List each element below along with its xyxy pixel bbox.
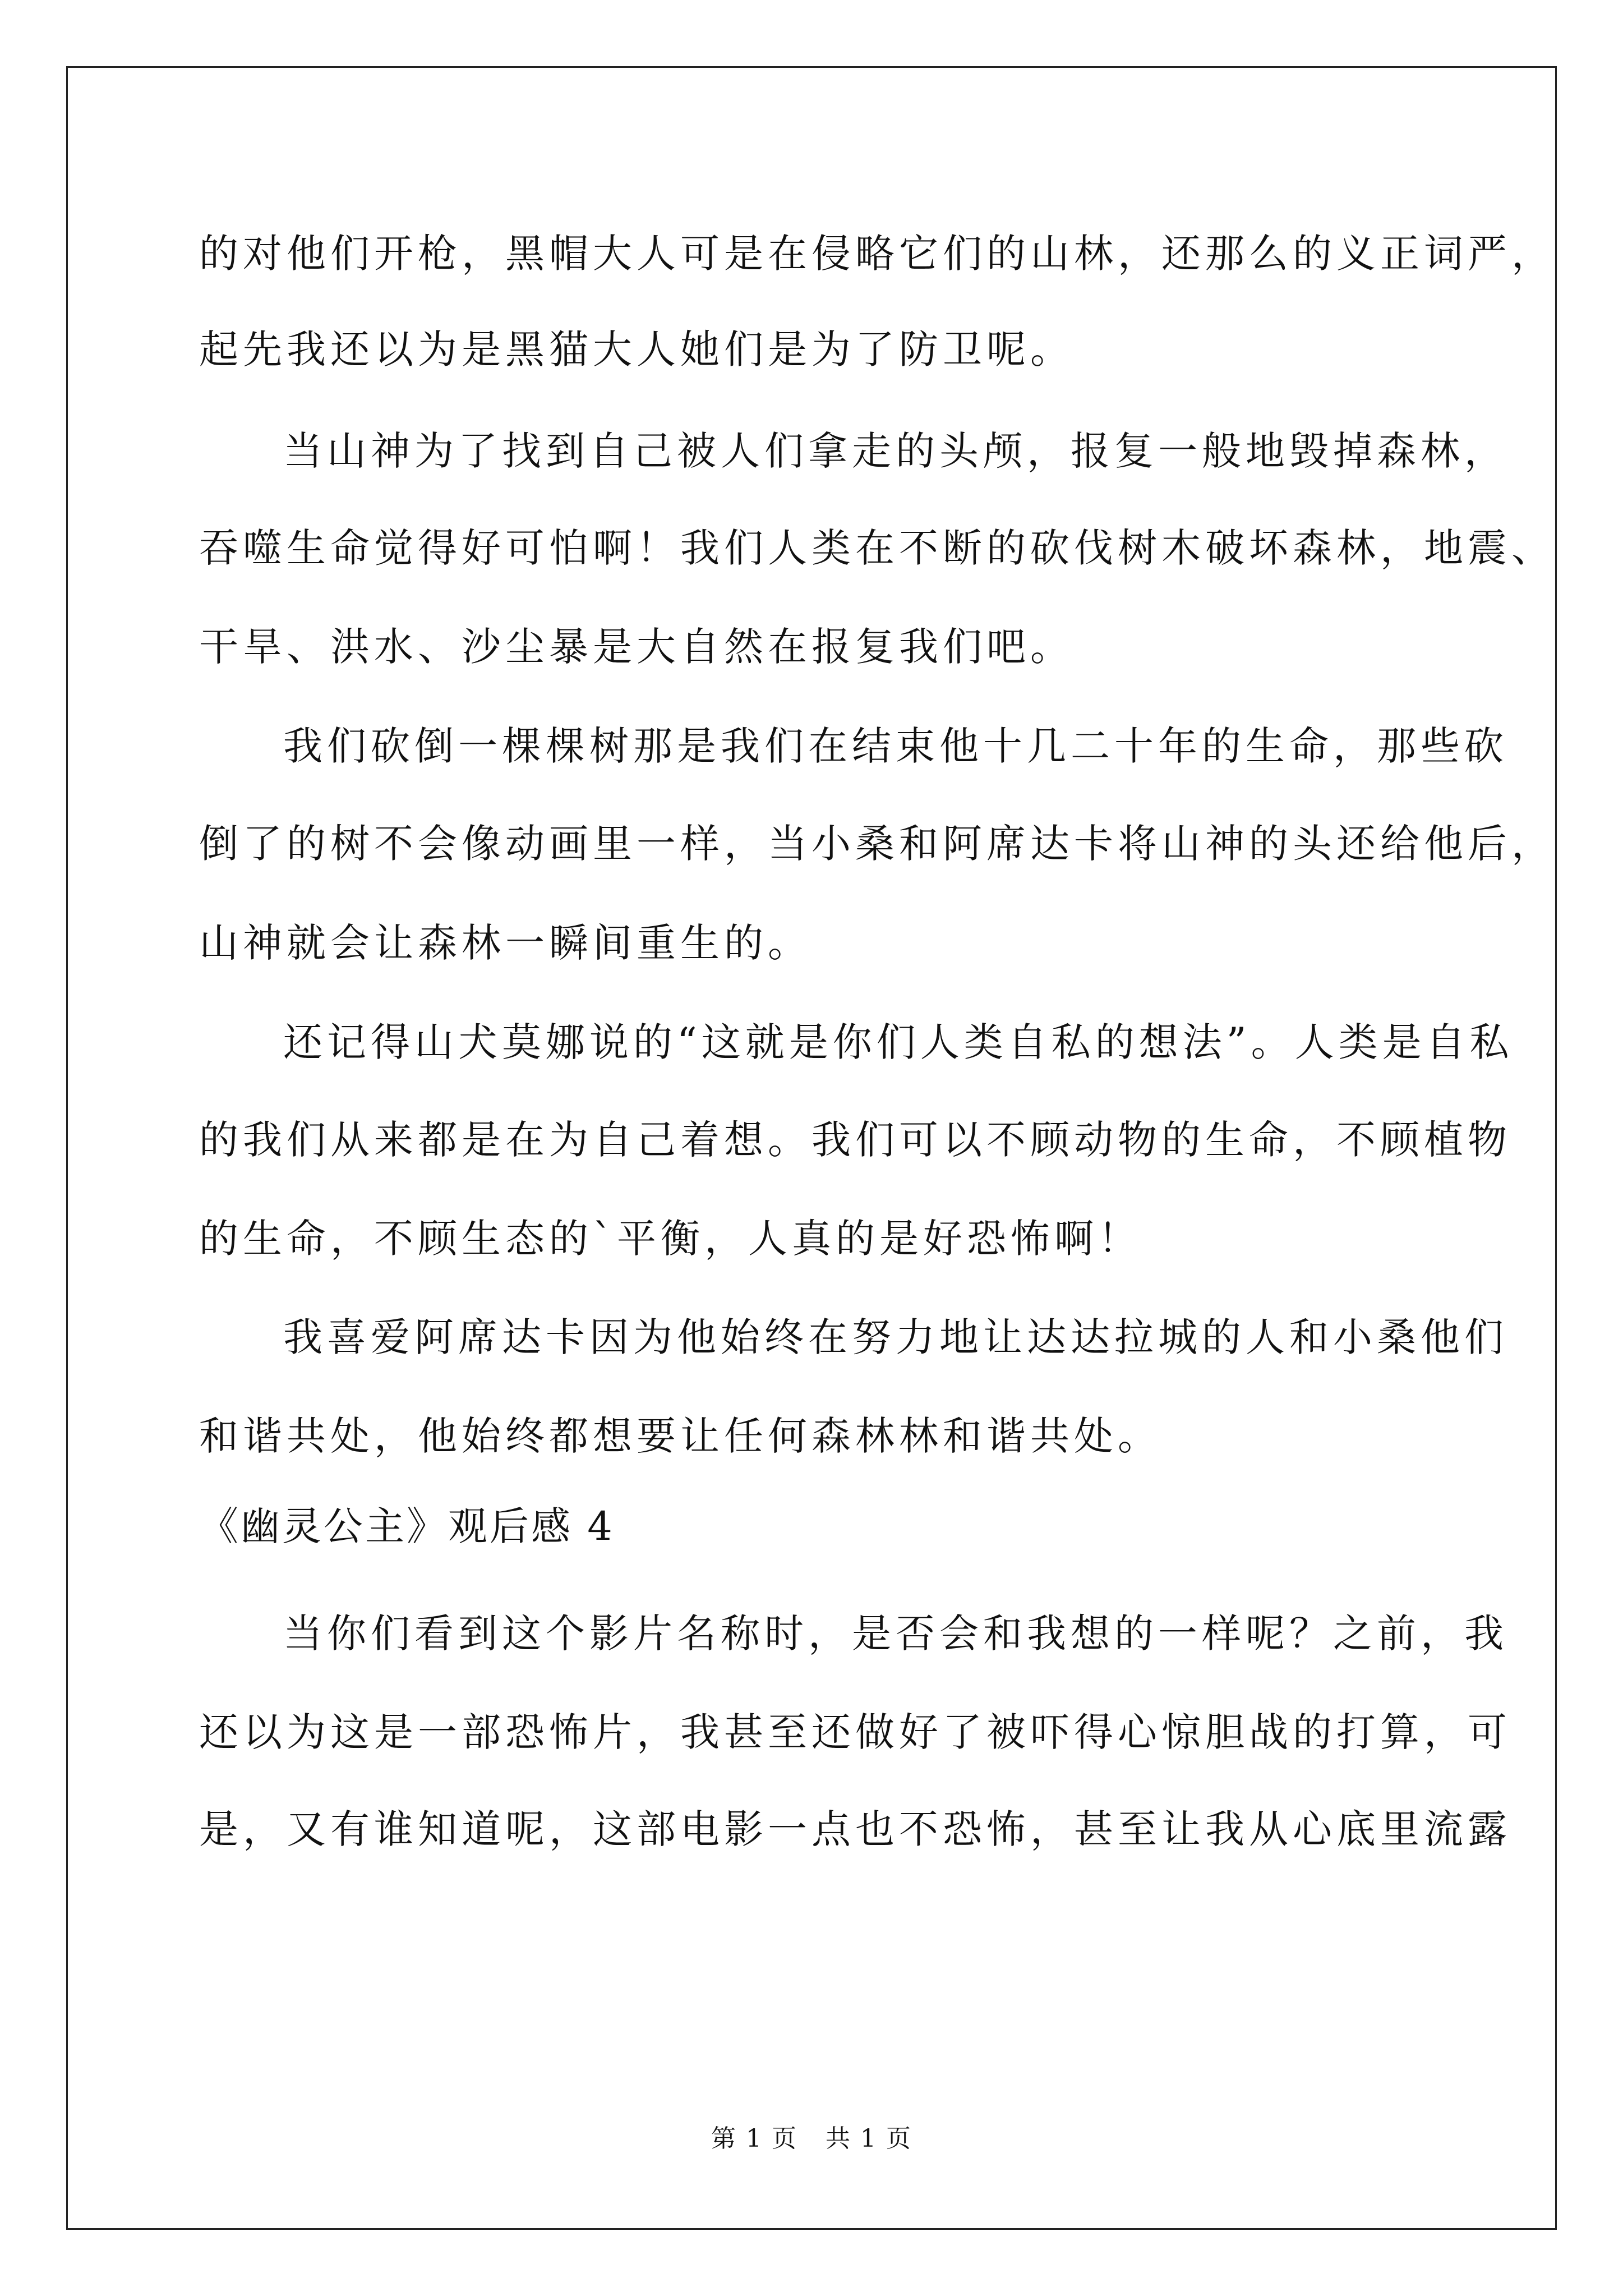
paragraph-start-line: 还记得山犬莫娜说的“这就是你们人类自私的想法”。人类是自私 [283,1019,1514,1065]
text-line: 干旱、洪水、沙尘暴是大自然在报复我们吧。 [199,624,1074,670]
section-heading: 《幽灵公主》观后感 4 [199,1503,615,1549]
text-line: 和谐共处，他始终都想要让任何森林林和谐共处。 [199,1413,1161,1459]
text-line: 倒了的树不会像动画里一样，当小桑和阿席达卡将山神的头还给他后， [199,821,1555,867]
page-number: 第 1 页 [711,2124,797,2153]
paragraph-start-line: 当你们看到这个影片名称时，是否会和我想的一样呢？之前，我 [283,1611,1508,1657]
text-line: 山神就会让森林一瞬间重生的。 [199,920,811,966]
paragraph-start-line: 我们砍倒一棵棵树那是我们在结束他十几二十年的生命，那些砍 [283,723,1508,769]
text-line: 吞噬生命觉得好可怕啊！我们人类在不断的砍伐树木破坏森林，地震、 [199,525,1555,571]
text-line: 是，又有谁知道呢，这部电影一点也不恐怖，甚至让我从心底里流露 [199,1806,1511,1852]
paragraph-start-line: 当山神为了找到自己被人们拿走的头颅，报复一般地毁掉森林， [283,428,1508,474]
text-line: 起先我还以为是黑猫大人她们是为了防卫呢。 [199,326,1074,372]
paragraph-start-line: 我喜爱阿席达卡因为他始终在努力地让达达拉城的人和小桑他们 [283,1314,1508,1360]
text-line: 还以为这是一部恐怖片，我甚至还做好了被吓得心惊胆战的打算，可 [199,1709,1511,1755]
text-line: 的我们从来都是在为自己着想。我们可以不顾动物的生命，不顾植物 [199,1117,1511,1163]
total-pages: 共 1 页 [826,2124,912,2153]
page-footer [0,2123,1623,2155]
text-line: 的对他们开枪，黑帽大人可是在侵略它们的山林，还那么的义正词严， [199,231,1555,277]
text-line: 的生命，不顾生态的`平衡，人真的是好恐怖啊！ [199,1216,1142,1262]
